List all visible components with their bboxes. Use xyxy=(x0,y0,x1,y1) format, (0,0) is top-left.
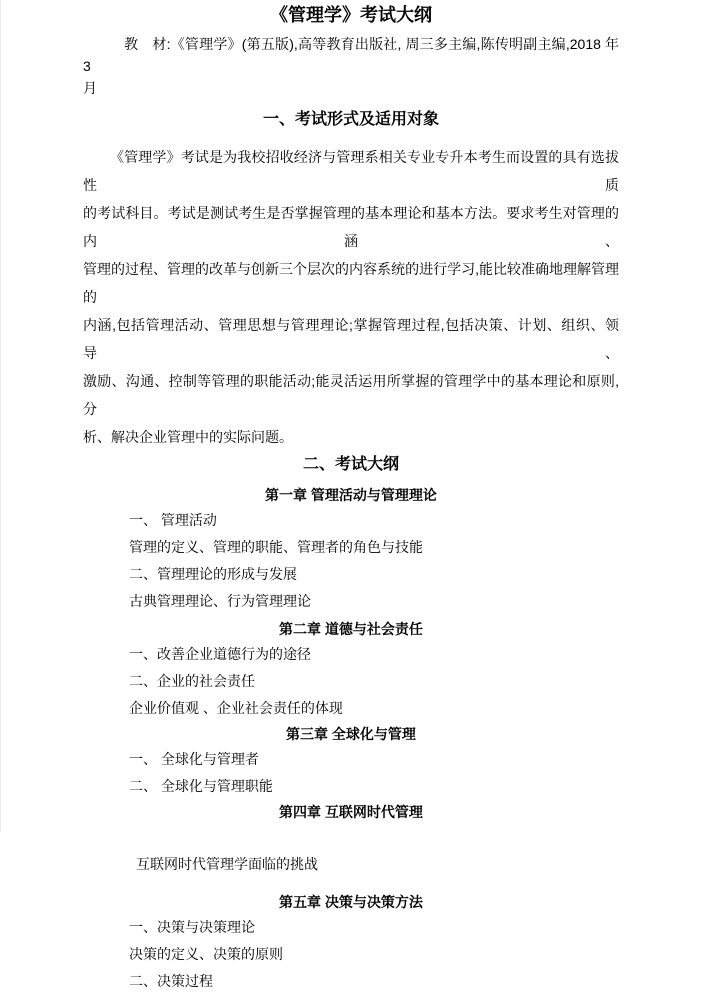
outline-item: 一、 全球化与管理者 xyxy=(129,751,259,767)
outline-item: 古典管理理论、行为管理理论 xyxy=(129,593,311,609)
outline-item: 管理的定义、管理的职能、管理者的角色与技能 xyxy=(129,539,423,555)
outline-item: 一、 管理活动 xyxy=(129,512,217,528)
paragraph-line: 的考试科目。考试是测试考生是否掌握管理的基本理论和基本方法。要求考生对管理的内涵、 xyxy=(83,205,619,249)
paragraph-line: 激励、沟通、控制等管理的职能活动;能灵活运用所掌握的管理学中的基本理论和原则,分 xyxy=(83,373,619,417)
outline-item: 互联网时代管理学面临的挑战 xyxy=(136,856,318,872)
spacer xyxy=(83,824,619,851)
chapter-heading: 第二章 道德与社会责任 xyxy=(279,621,423,637)
outline-item: 一、决策与决策理论 xyxy=(129,919,255,935)
section-heading-exam-outline: 二、考试大纲 xyxy=(302,456,399,473)
chapter-heading: 第五章 决策与决策方法 xyxy=(279,894,423,910)
outline-item: 二、管理理论的形成与发展 xyxy=(129,566,297,582)
chapter-heading: 第四章 互联网时代管理 xyxy=(279,804,423,820)
paragraph-line: 内涵,包括管理活动、管理思想与管理理论;掌握管理过程,包括决策、计划、组织、领导、 xyxy=(83,317,619,361)
chapter-heading: 第三章 全球化与管理 xyxy=(286,726,416,742)
textbook-info-line1: 教 材:《管理学》(第五版),高等教育出版社, 周三多主编,陈传明副主编,2018 年 3 xyxy=(83,36,619,74)
outline-item: 二、企业的社会责任 xyxy=(129,673,255,689)
paragraph-line: 管理的过程、管理的改革与创新三个层次的内容系统的进行学习,能比较准确地理解管理的 xyxy=(83,261,619,305)
textbook-info-line2: 月 xyxy=(83,80,97,96)
paragraph-line: 《管理学》考试是为我校招收经济与管理系相关专业专升本考生而设置的具有选拔性质 xyxy=(83,149,619,193)
outline-item: 二、决策过程 xyxy=(129,973,213,989)
outline-item: 一、改善企业道德行为的途径 xyxy=(129,646,311,662)
paragraph-line: 析、解决企业管理中的实际问题。 xyxy=(83,429,293,445)
outline-item: 企业价值观 、企业社会责任的体现 xyxy=(129,700,343,716)
outline-item: 决策的定义、决策的原则 xyxy=(129,946,283,962)
outline-item: 二、 全球化与管理职能 xyxy=(129,778,273,794)
doc-title: 《管理学》考试大纲 xyxy=(270,5,432,25)
chapter-heading: 第一章 管理活动与管理理论 xyxy=(265,487,437,503)
section-heading-exam-form: 一、考试形式及适用对象 xyxy=(262,111,439,128)
